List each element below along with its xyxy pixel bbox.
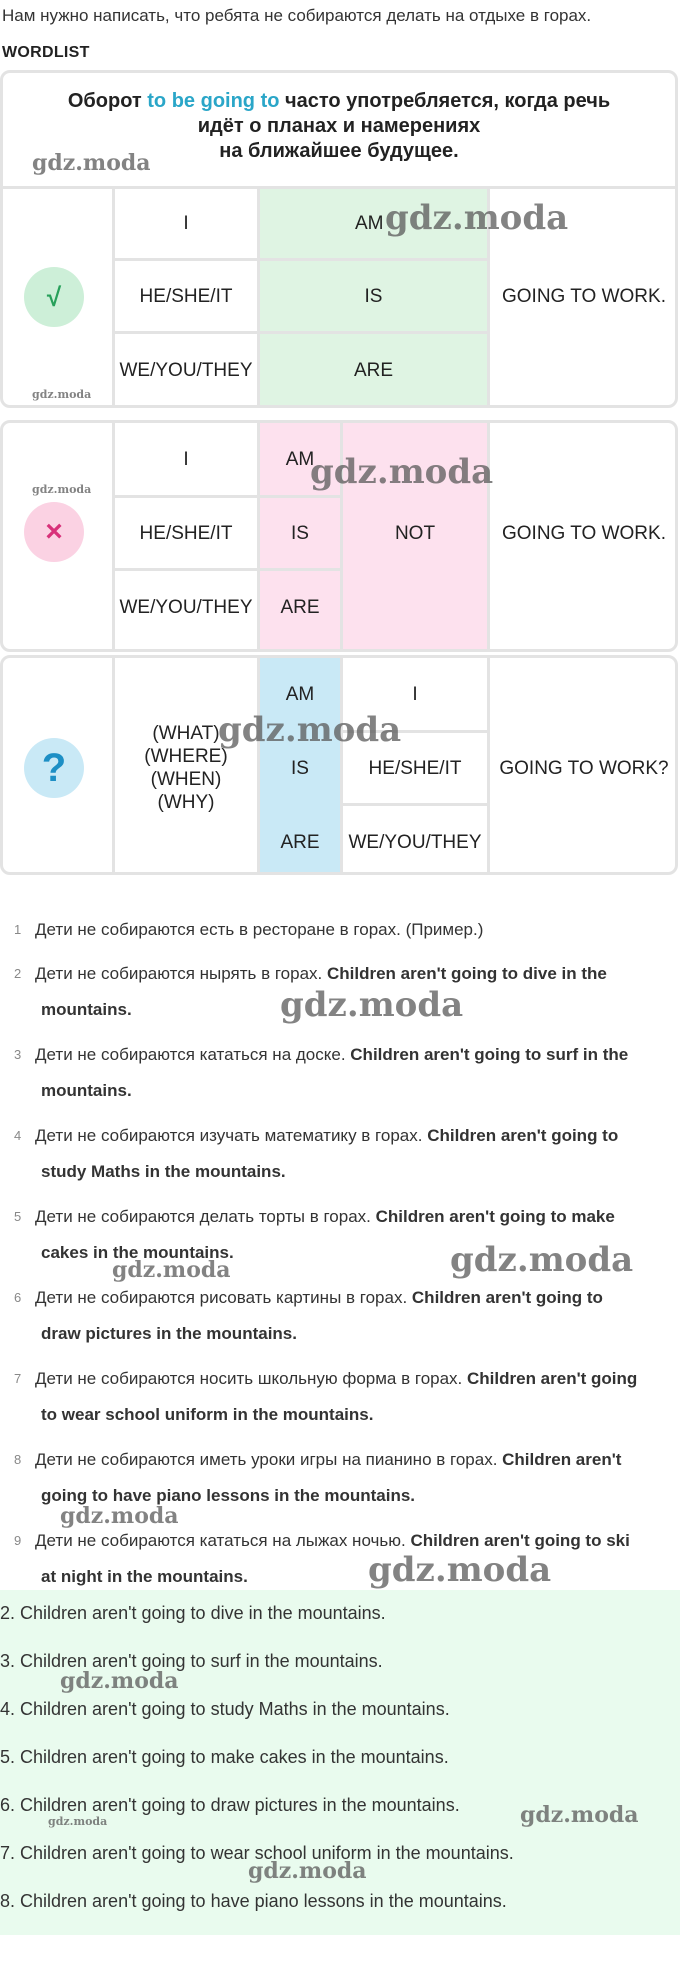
item-text (35, 1280, 675, 1352)
item-english-cont: to wear school uniform in the mountains. (41, 1405, 374, 1424)
item-number: 7 (14, 1371, 22, 1386)
item-number: 9 (14, 1533, 22, 1548)
answer-line: 2. Children aren't going to dive in the mountains. (0, 1603, 386, 1623)
item-english: Children aren't going to make (375, 1207, 615, 1226)
item-english-cont: study Maths in the mountains. (41, 1162, 286, 1181)
intro-after: часто употребляется, когда речь (279, 90, 611, 112)
watermark: gdz.moda (112, 1257, 231, 1283)
subject-cell: WE/YOU/THEY (119, 359, 253, 381)
item-english: Children aren't going to (427, 1126, 619, 1145)
subject-cell: HE/SHE/IT (368, 757, 462, 779)
watermark: gdz.moda (32, 388, 92, 401)
item-text (35, 1037, 675, 1109)
item-russian: Дети не собираются кататься на лыжах ночью. (35, 1531, 411, 1550)
watermark: gdz.moda (520, 1802, 639, 1828)
answer-line: 8. Children aren't going to have piano lessons in the mountains. (0, 1891, 507, 1911)
subject-cell: HE/SHE/IT (139, 522, 233, 544)
check-icon: √ (24, 267, 84, 327)
verb-cell: ARE (280, 596, 320, 618)
item-text (35, 1523, 675, 1595)
wordlist-heading[interactable]: WORDLIST (2, 44, 90, 61)
verb-cell: IS (291, 522, 309, 544)
item-text (35, 1361, 675, 1433)
item-russian: Дети не собираются носить школьную форма в горах. (35, 1369, 468, 1388)
intro-before: Оборот (67, 90, 148, 112)
watermark: gdz.moda (48, 1815, 108, 1828)
item-english-cont: cakes in the mountains. (41, 1243, 234, 1262)
item-russian: Дети не собираются изучать математику в горах. (35, 1126, 428, 1145)
grammar-panel-question (0, 655, 678, 875)
watermark: gdz.moda (218, 710, 402, 750)
item-russian: Дети не собираются делать торты в горах. (35, 1207, 376, 1226)
subject-cell: WE/YOU/THEY (119, 596, 253, 618)
subject-cell: HE/SHE/IT (139, 285, 233, 307)
task-text: Нам нужно написать, что ребята не собираются делать на отдыхе в горах. (2, 6, 592, 25)
intro-line3: на ближайшее будущее. (219, 140, 459, 162)
watermark: gdz.moda (32, 150, 151, 176)
subject-cell: WE/YOU/THEY (348, 831, 482, 853)
watermark: gdz.moda (248, 1858, 367, 1884)
ending-cell: GOING TO WORK? (499, 757, 669, 779)
item-russian: Дети не собираются нырять в горах. (35, 964, 327, 983)
intro-highlight: to be going to (147, 90, 280, 112)
answer-line: 3. Children aren't going to surf in the mountains. (0, 1651, 383, 1671)
item-number: 1 (14, 922, 22, 937)
watermark: gdz.moda (280, 985, 464, 1025)
verb-cell: AM (285, 683, 315, 705)
item-number: 2 (14, 966, 22, 981)
item-english: Children aren't going to (411, 1288, 603, 1307)
item-russian: Дети не собираются кататься на доске. (35, 1045, 351, 1064)
cross-icon: × (24, 502, 84, 562)
item-text (35, 912, 675, 948)
intro-line2: идёт о планах и намерениях (197, 115, 481, 137)
answer-line: 5. Children aren't going to make cakes in the mountains. (0, 1747, 449, 1767)
item-english-cont: mountains. (41, 1081, 132, 1100)
item-russian: Дети не собираются иметь уроки игры на пианино в горах. (35, 1450, 503, 1469)
item-english-cont: draw pictures in the mountains. (41, 1324, 297, 1343)
answer-line: 6. Children aren't going to draw pictures in the mountains. (0, 1795, 460, 1815)
item-russian: Дети не собираются рисовать картины в горах. (35, 1288, 412, 1307)
answer-line: 4. Children aren't going to study Maths in the mountains. (0, 1699, 450, 1719)
question-icon: ? (24, 738, 84, 798)
item-english: Children aren't (502, 1450, 622, 1469)
question-words-cell: (WHAT) (WHERE) (WHEN) (WHY) (144, 723, 228, 813)
item-english: Children aren't going to surf in the (350, 1045, 629, 1064)
subject-cell: I (183, 213, 189, 234)
verb-cell: AM (285, 448, 315, 470)
verb-cell: AM (355, 213, 384, 234)
subject-cell: I (183, 448, 189, 470)
verb-cell: IS (364, 285, 383, 307)
ending-cell: GOING TO WORK. (502, 522, 666, 544)
item-text (35, 1118, 675, 1190)
item-number: 3 (14, 1047, 22, 1062)
item-english: Children aren't going (467, 1369, 638, 1388)
item-number: 4 (14, 1128, 22, 1143)
item-number: 5 (14, 1209, 22, 1224)
item-english-cont: at night in the mountains. (41, 1567, 248, 1586)
item-russian: Дети не собираются есть в ресторане в горах. (Пример.) (35, 920, 484, 939)
verb-cell: IS (291, 757, 309, 779)
watermark: gdz.moda (32, 483, 92, 496)
item-number: 6 (14, 1290, 22, 1305)
not-cell: NOT (394, 522, 436, 544)
watermark: gdz.moda (60, 1503, 179, 1529)
watermark: gdz.moda (385, 198, 569, 238)
item-number: 8 (14, 1452, 22, 1467)
item-english-cont: mountains. (41, 1000, 132, 1019)
watermark: gdz.moda (368, 1550, 552, 1590)
watermark: gdz.moda (450, 1240, 634, 1280)
ending-cell: GOING TO WORK. (502, 285, 666, 307)
grammar-panel-intro-positive (0, 70, 678, 408)
subject-cell: I (412, 683, 418, 705)
answer-line: 7. Children aren't going to wear school uniform in the mountains. (0, 1843, 514, 1863)
item-english: Children aren't going to ski (410, 1531, 630, 1550)
item-english: Children aren't going to dive in the (327, 964, 607, 983)
watermark: gdz.moda (310, 452, 494, 492)
watermark: gdz.moda (60, 1668, 179, 1694)
verb-cell: ARE (280, 831, 320, 853)
item-english-cont: going to have piano lessons in the mountains. (41, 1486, 416, 1505)
verb-cell: ARE (353, 359, 394, 381)
